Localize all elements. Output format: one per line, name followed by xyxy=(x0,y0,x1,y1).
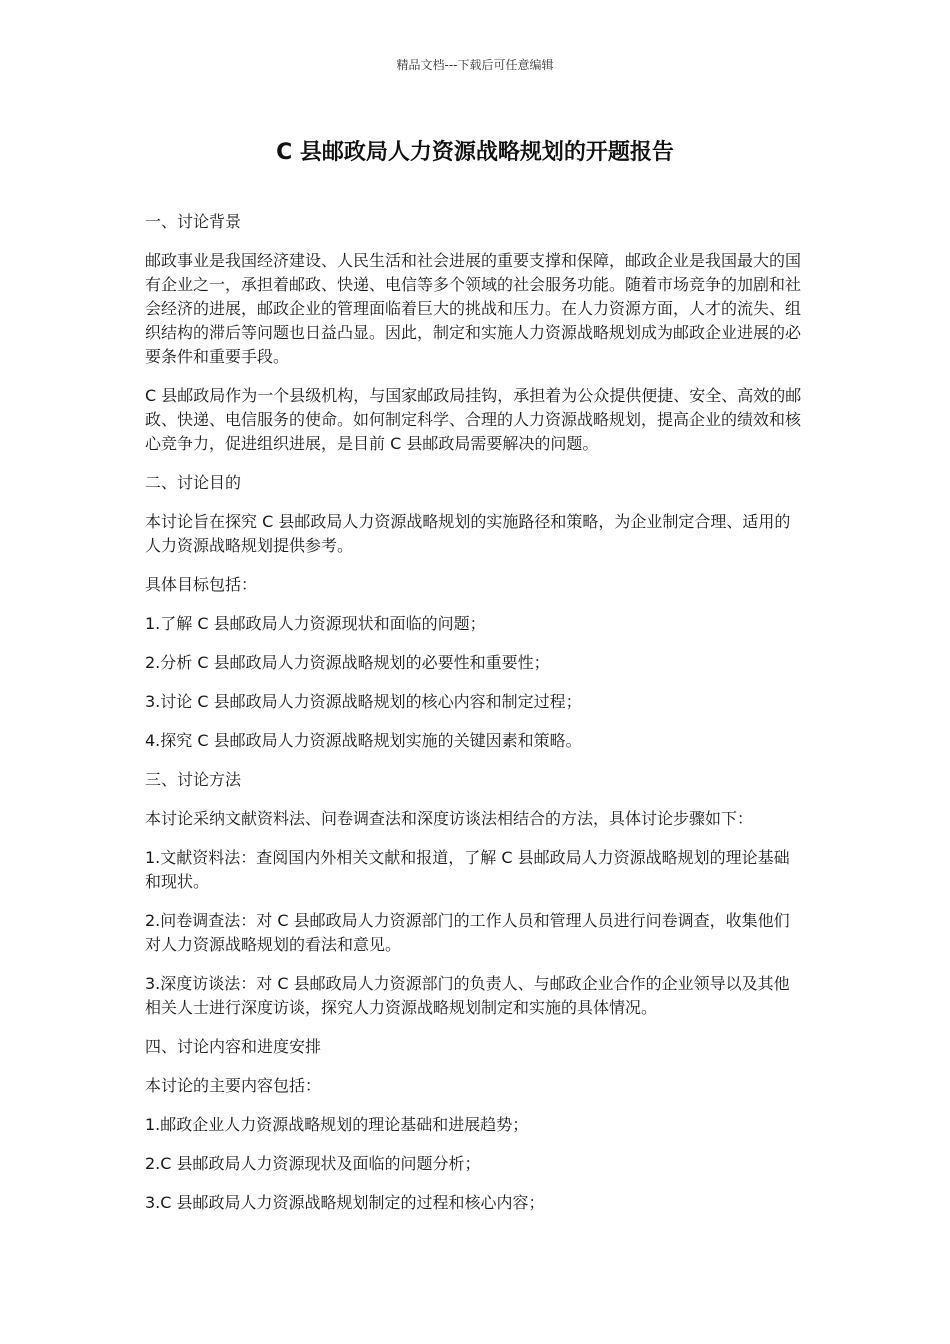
section-heading-purpose: 二、讨论目的 xyxy=(145,473,242,492)
body-paragraph: 邮政事业是我国经济建设、人民生活和社会进展的重要支撑和保障，邮政企业是我国最大的国有企业之一，承担着邮政、快递、电信等多个领域的社会服务功能。随着市场竞争的加剧和社会经济的进展，邮政企业的管理面临着巨大的挑战和压力。在人力资源方面，人才的流失、组织结构的滞后等问题也日益凸显。因此，制定和实施人力资源战略规划成为邮政企业进展的必要条件和重要手段。 xyxy=(145,251,802,366)
list-item: 3.讨论 C 县邮政局人力资源战略规划的核心内容和制定过程； xyxy=(145,692,582,711)
list-item: 2.C 县邮政局人力资源现状及面临的问题分析； xyxy=(145,1154,481,1173)
list-item: 1.文献资料法：查阅国内外相关文献和报道，了解 C 县邮政局人力资源战略规划的理论基础和现状。 xyxy=(145,848,790,891)
list-item: 2.分析 C 县邮政局人力资源战略规划的必要性和重要性； xyxy=(145,653,550,672)
section-heading-method: 三、讨论方法 xyxy=(145,770,242,789)
body-paragraph: 具体目标包括： xyxy=(145,575,258,594)
list-item: 4.探究 C 县邮政局人力资源战略规划实施的关键因素和策略。 xyxy=(145,731,582,750)
list-item: 1.邮政企业人力资源战略规划的理论基础和进展趋势； xyxy=(145,1115,529,1134)
body-paragraph: C 县邮政局作为一个县级机构，与国家邮政局挂钩，承担着为公众提供便捷、安全、高效的邮政、快递、电信服务的使命。如何制定科学、合理的人力资源战略规划，提高企业的绩效和核心竞争力，促进组织进展，是目前 C 县邮政局需要解决的问题。 xyxy=(145,386,802,453)
document-title: C 县邮政局人力资源战略规划的开题报告 xyxy=(276,140,674,165)
body-paragraph: 本讨论采纳文献资料法、问卷调查法和深度访谈法相结合的方法，具体讨论步骤如下： xyxy=(145,809,754,828)
list-item: 2.问卷调查法：对 C 县邮政局人力资源部门的工作人员和管理人员进行问卷调查，收集他们对人力资源战略规划的看法和意见。 xyxy=(145,911,790,954)
section-heading-background: 一、讨论背景 xyxy=(145,212,242,231)
document-body xyxy=(145,210,805,1230)
list-item: 3.深度访谈法：对 C 县邮政局人力资源部门的负责人、与邮政企业合作的企业领导以及其他相关人士进行深度访谈，探究人力资源战略规划制定和实施的具体情况。 xyxy=(145,974,790,1017)
list-item: 1.了解 C 县邮政局人力资源现状和面临的问题； xyxy=(145,614,486,633)
list-item: 3.C 县邮政局人力资源战略规划制定的过程和核心内容； xyxy=(145,1193,545,1212)
page-header-note: 精品文档---下载后可任意编辑 xyxy=(396,58,554,72)
body-paragraph: 本讨论旨在探究 C 县邮政局人力资源战略规划的实施路径和策略，为企业制定合理、适用的人力资源战略规划提供参考。 xyxy=(145,512,791,555)
section-heading-content-schedule: 四、讨论内容和进度安排 xyxy=(145,1037,322,1056)
body-paragraph: 本讨论的主要内容包括： xyxy=(145,1076,322,1095)
